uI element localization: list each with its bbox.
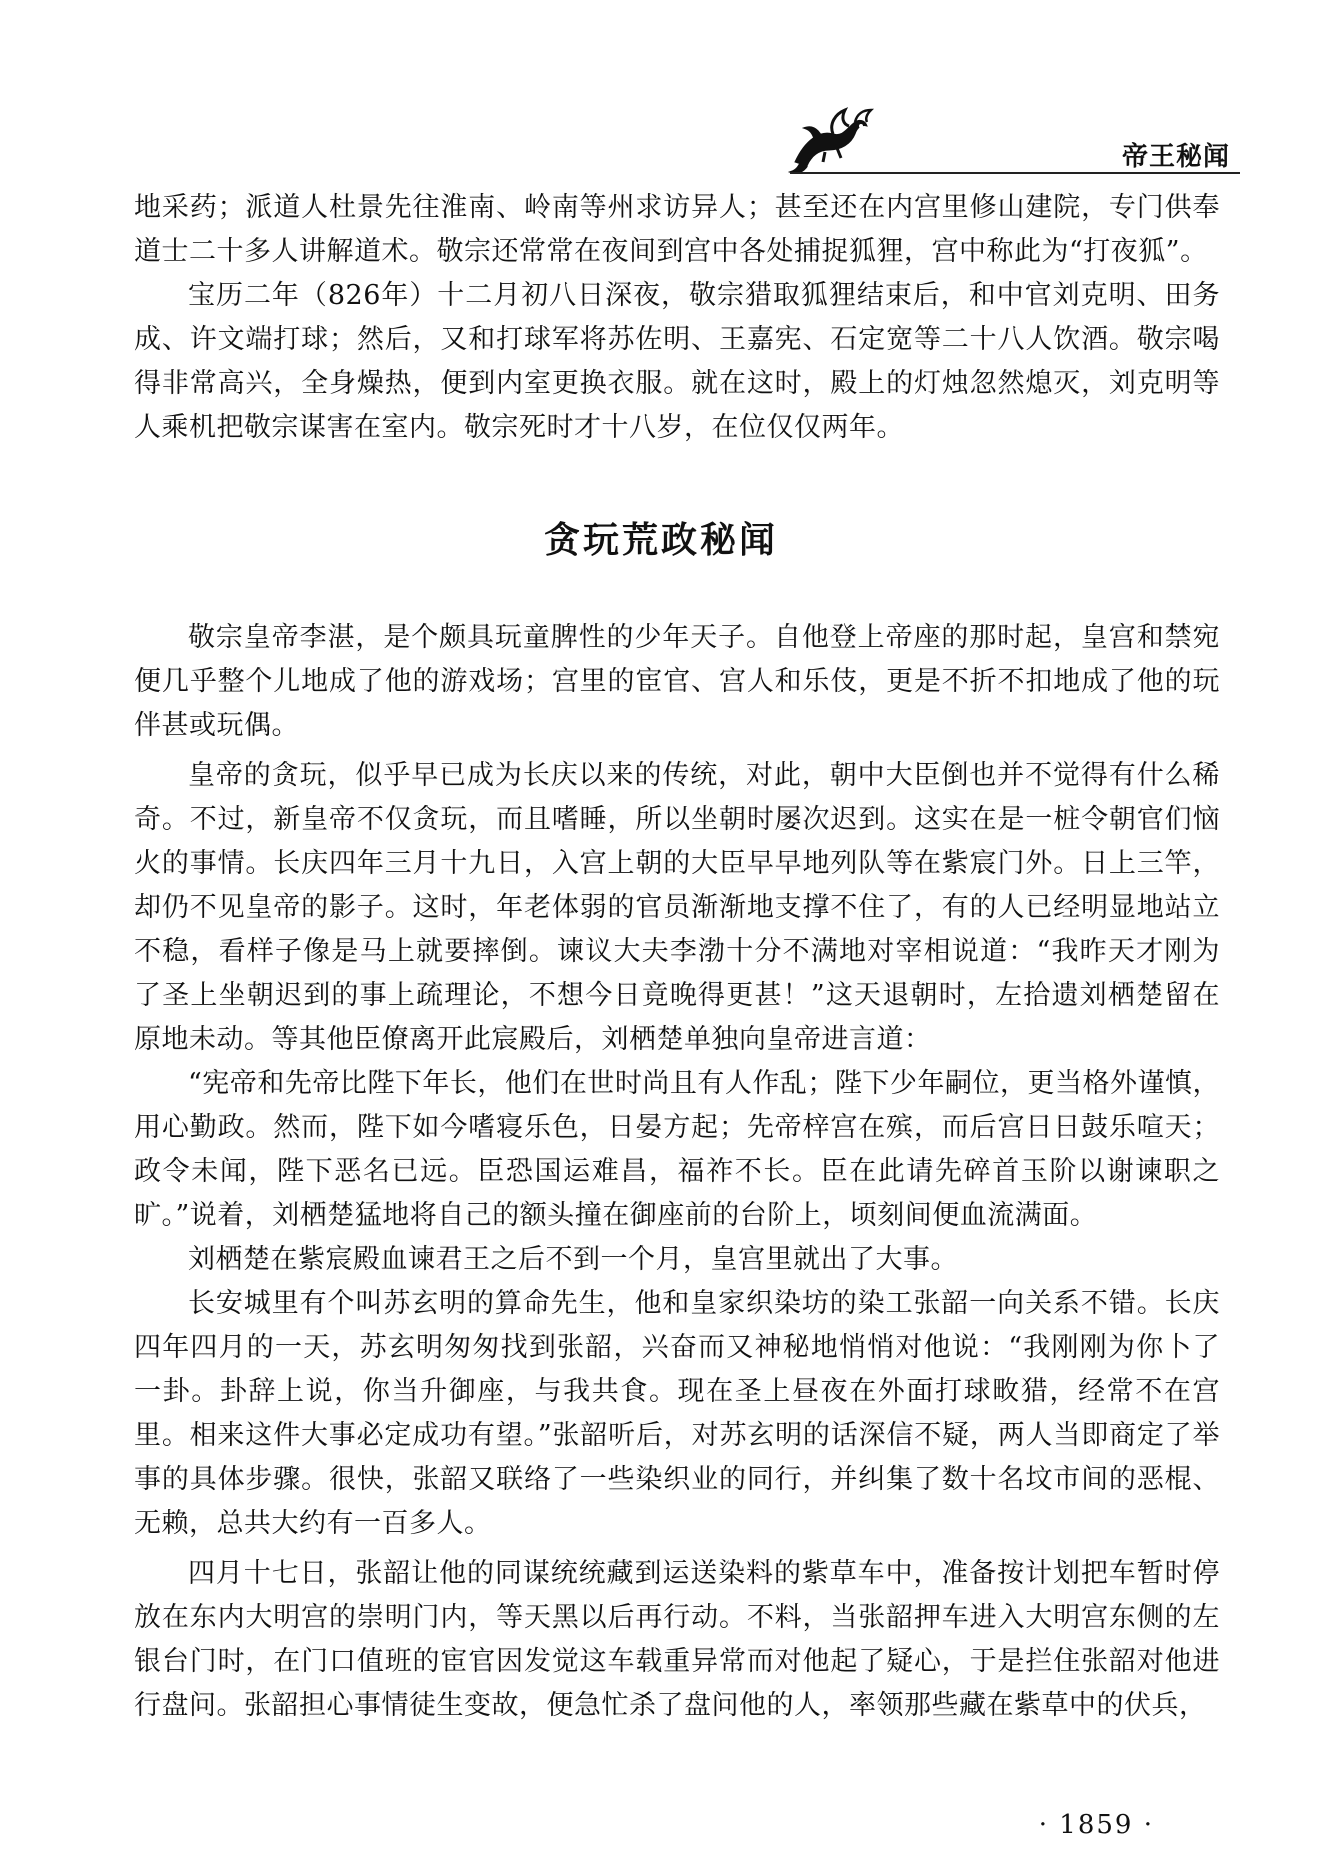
section-title: 贪玩荒政秘闻 — [543, 520, 778, 561]
header-rule — [790, 172, 1240, 174]
paragraph: 刘栖楚在紫宸殿血谏君王之后不到一个月，皇宫里就出了大事。 — [188, 1244, 958, 1275]
paragraph: “宪帝和先帝比陛下年长，他们在世时尚且有人作乱；陛下少年嗣位，更当格外谨慎，用心勤政。然而，陛下如今嗜寝乐色，日晏方起；先帝梓宫在殡，而后宫日日鼓乐喧天；政令未闻，陛下恶名已远。臣恐国运难昌，福祚不长。臣在此请先碎首玉阶以谢谏职之旷。”说着，刘栖楚猛地将自己的额头撞在御座前的台阶上，顷刻间便血流满面。 — [134, 1068, 1220, 1231]
paragraph: 地采药；派道人杜景先往淮南、岭南等州求访异人；甚至还在内宫里修山建院，专门供奉道士二十多人讲解道术。敬宗还常常在夜间到宫中各处捕捉狐狸，宫中称此为“打夜狐”。 — [134, 192, 1220, 267]
page-number: · 1859 · — [1038, 1810, 1154, 1840]
section-body — [134, 616, 1220, 1728]
continued-text — [134, 186, 1220, 450]
paragraph: 宝历二年（826年）十二月初八日深夜，敬宗猎取狐狸结束后，和中官刘克明、田务成、许文端打球；然后，又和打球军将苏佐明、王嘉宪、石定宽等二十八人饮酒。敬宗喝得非常高兴，全身燥热，便到内室更换衣服。就在这时，殿上的灯烛忽然熄灭，刘克明等人乘机把敬宗谋害在室内。敬宗死时才十八岁，在位仅仅两年。 — [134, 280, 1220, 443]
paragraph: 长安城里有个叫苏玄明的算命先生，他和皇家织染坊的染工张韶一向关系不错。长庆四年四月的一天，苏玄明匆匆找到张韶，兴奋而又神秘地悄悄对他说：“我刚刚为你卜了一卦。卦辞上说，你当升御座，与我共食。现在圣上昼夜在外面打球畋猎，经常不在宫里。相来这件大事必定成功有望。”张韶听后，对苏玄明的话深信不疑，两人当即商定了举事的具体步骤。很快，张韶又联络了一些染织业的同行，并纠集了数十名坟市间的恶棍、无赖，总共大约有一百多人。 — [134, 1288, 1220, 1539]
running-header-title: 帝王秘闻 — [1121, 142, 1230, 172]
paragraph: 皇帝的贪玩，似乎早已成为长庆以来的传统，对此，朝中大臣倒也并不觉得有什么稀奇。不过，新皇帝不仅贪玩，而且嗜睡，所以坐朝时屡次迟到。这实在是一桩令朝官们恼火的事情。长庆四年三月十九日，入宫上朝的大臣早早地列队等在紫宸门外。日上三竿，却仍不见皇帝的影子。这时，年老体弱的官员渐渐地支撑不住了，有的人已经明显地站立不稳，看样子像是马上就要摔倒。谏议大夫李渤十分不满地对宰相说道：“我昨天才刚为了圣上坐朝迟到的事上疏理论，不想今日竟晚得更甚！”这天退朝时，左拾遗刘栖楚留在原地未动。等其他臣僚离开此宸殿后，刘栖楚单独向皇帝进言道： — [134, 760, 1220, 1055]
paragraph: 四月十七日，张韶让他的同谋统统藏到运送染料的紫草车中，准备按计划把车暂时停放在东内大明宫的崇明门内，等天黑以后再行动。不料，当张韶押车进入大明宫东侧的左银台门时，在门口值班的宦官因发觉这车载重异常而对他起了疑心，于是拦住张韶对他进行盘问。张韶担心事情徒生变故，便急忙杀了盘问他的人，率领那些藏在紫草中的伏兵， — [134, 1558, 1220, 1721]
paragraph: 敬宗皇帝李湛，是个颇具玩童脾性的少年天子。自他登上帝座的那时起，皇宫和禁宛便几乎整个儿地成了他的游戏场；宫里的宦官、宫人和乐伎，更是不折不扣地成了他的玩伴甚或玩偶。 — [134, 622, 1220, 741]
dragon-icon — [785, 100, 875, 180]
